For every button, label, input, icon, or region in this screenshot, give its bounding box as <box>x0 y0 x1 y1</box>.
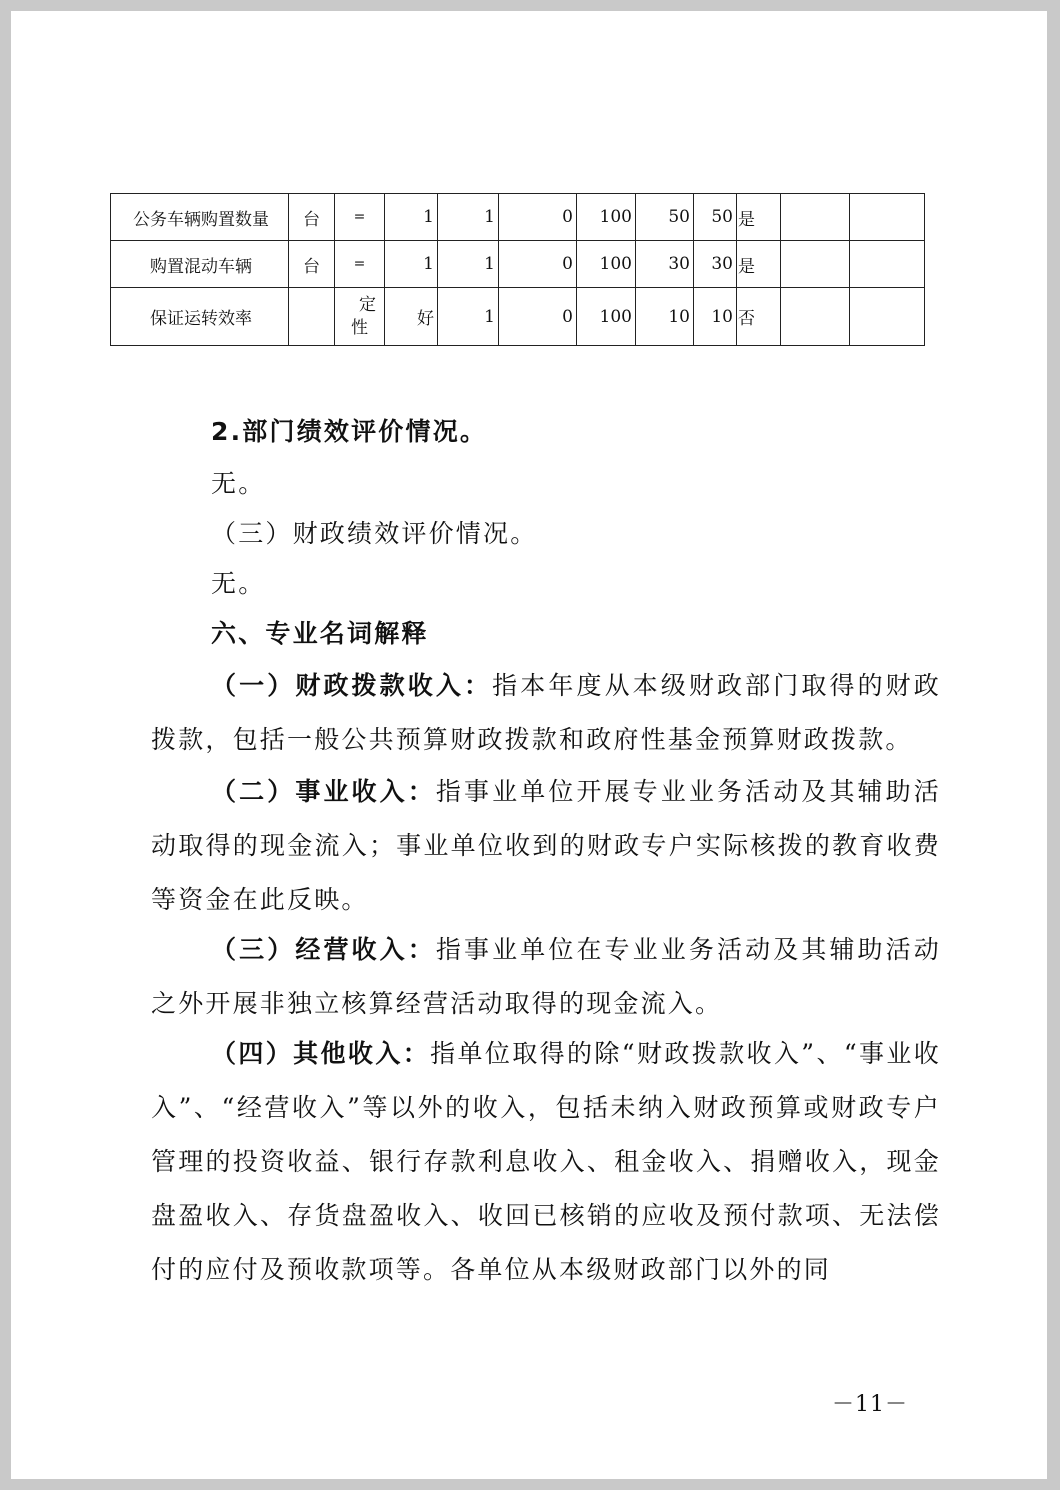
completion-rate: 100 <box>577 194 636 241</box>
deviation-value: 0 <box>499 241 577 288</box>
score-value: 30 <box>694 241 737 288</box>
indicator-operator <box>335 288 385 346</box>
table-row <box>111 241 925 288</box>
glossary-term: （三）经营收入： <box>211 935 436 964</box>
target-value: 1 <box>385 194 438 241</box>
indicator-unit: 台 <box>289 194 335 241</box>
target-value: 好 <box>385 288 438 346</box>
performance-indicator-table <box>110 193 925 346</box>
weight-value: 50 <box>636 194 694 241</box>
score-value: 10 <box>694 288 737 346</box>
indicator-name: 保证运转效率 <box>111 288 289 346</box>
indicator-name: 购置混动车辆 <box>111 241 289 288</box>
completion-rate: 100 <box>577 288 636 346</box>
indicator-operator: = <box>335 241 385 288</box>
operator-bottom: 性 <box>351 317 368 338</box>
glossary-item-3 <box>151 923 941 1031</box>
deviation-value: 0 <box>499 194 577 241</box>
glossary-definition: 指本年度从本级财政部门取得的财政拨款，包括一般公共预算财政拨款和政府性基金预算财政拨款。 <box>151 671 941 754</box>
completion-rate: 100 <box>577 241 636 288</box>
empty-cell <box>781 194 850 241</box>
indicator-operator: = <box>335 194 385 241</box>
fiscal-eval-body: 无。 <box>211 569 266 598</box>
actual-value: 1 <box>438 194 499 241</box>
indicator-unit: 台 <box>289 241 335 288</box>
glossary-term: （二）事业收入： <box>211 777 436 806</box>
indicator-name: 公务车辆购置数量 <box>111 194 289 241</box>
achieved-flag: 否 <box>737 288 781 346</box>
deviation-value: 0 <box>499 288 577 346</box>
glossary-item-2 <box>151 765 941 927</box>
indicator-unit <box>289 288 335 346</box>
fiscal-eval-heading: （三）财政绩效评价情况。 <box>211 519 538 548</box>
target-value: 1 <box>385 241 438 288</box>
glossary-definition: 指事业单位在专业业务活动及其辅助活动之外开展非独立核算经营活动取得的现金流入。 <box>151 935 941 1018</box>
table-row <box>111 194 925 241</box>
table-row <box>111 288 925 346</box>
operator-top: 定 <box>359 294 376 315</box>
actual-value: 1 <box>438 288 499 346</box>
empty-cell <box>781 288 850 346</box>
empty-cell <box>850 194 925 241</box>
empty-cell <box>850 288 925 346</box>
glossary-item-4 <box>151 1027 941 1297</box>
glossary-term: （一）财政拨款收入： <box>211 671 493 700</box>
achieved-flag: 是 <box>737 241 781 288</box>
glossary-definition: 指单位取得的除“财政拨款收入”、“事业收入”、“经营收入”等以外的收入，包括未纳入财政预算或财政专户管理的投资收益、银行存款利息收入、租金收入、捐赠收入，现金盘盈收入、存货盘盈收入、收回已核销的应收及预付款项、无法偿付的应付及预收款项等。各单位从本级财政部门以外的同 <box>151 1039 941 1284</box>
page-number: －11－ <box>832 1392 908 1417</box>
score-value: 50 <box>694 194 737 241</box>
glossary-heading: 六、专业名词解释 <box>211 619 429 648</box>
dept-eval-body: 无。 <box>211 469 266 498</box>
achieved-flag: 是 <box>737 194 781 241</box>
empty-cell <box>781 241 850 288</box>
glossary-term: （四）其他收入： <box>211 1039 431 1068</box>
dept-eval-heading: 2.部门绩效评价情况。 <box>211 417 488 446</box>
weight-value: 10 <box>636 288 694 346</box>
weight-value: 30 <box>636 241 694 288</box>
document-page <box>11 11 1047 1479</box>
empty-cell <box>850 241 925 288</box>
glossary-item-1 <box>151 659 941 767</box>
glossary-definition: 指事业单位开展专业业务活动及其辅助活动取得的现金流入；事业单位收到的财政专户实际核拨的教育收费等资金在此反映。 <box>151 777 941 914</box>
actual-value: 1 <box>438 241 499 288</box>
